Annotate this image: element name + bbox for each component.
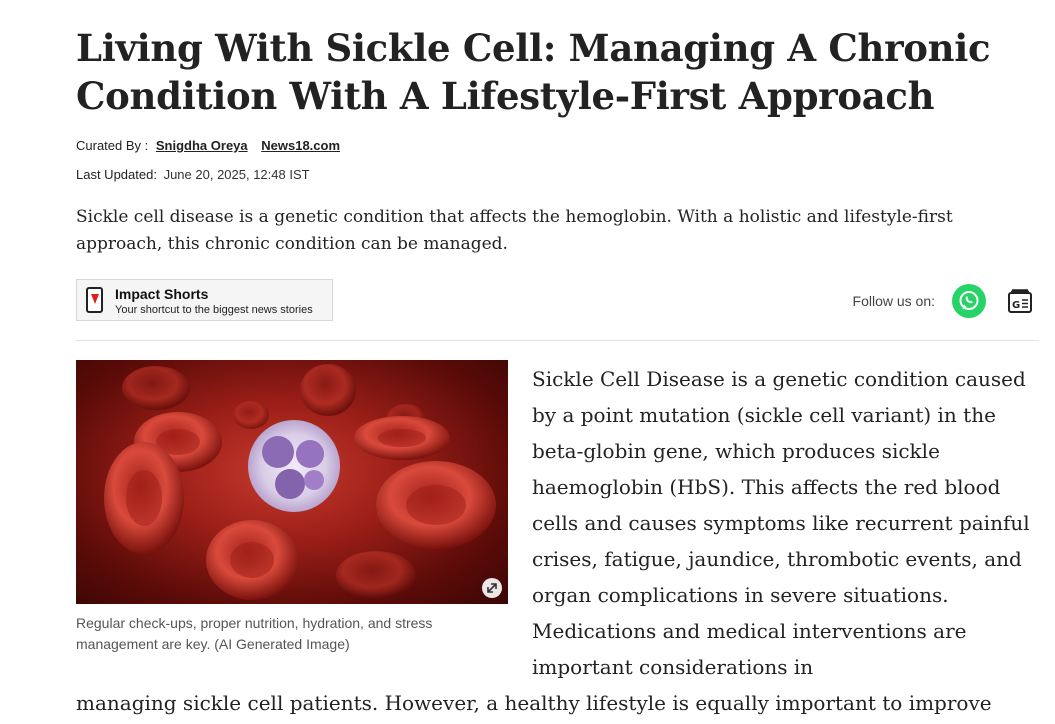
- article-image[interactable]: [76, 360, 508, 604]
- article-body-continued: managing sickle cell patients. However, a healthy lifestyle is equally important to improve: [76, 691, 992, 715]
- article-summary: Sickle cell disease is a genetic condition that affects the hemoglobin. With a holistic and lifestyle-first approach, this chronic condition can be managed.: [76, 207, 953, 254]
- section-divider: [76, 340, 1039, 341]
- byline: [76, 138, 346, 153]
- article-body-paragraph: Sickle Cell Disease is a genetic condition caused by a point mutation (sickle cell variant) in the beta-globin gene, which produces sickle haemoglobin (HbS). This affects the red blood cells and causes symptoms like recurrent painful crises, fatigue, jaundice, thrombotic events, and organ complications in severe situations. Medications and medical interventions are important considerations in: [532, 367, 1030, 679]
- impact-shorts-title: Impact Shorts: [115, 286, 209, 302]
- svg-text:G: G: [1012, 300, 1021, 311]
- article-figure: [76, 360, 508, 655]
- author-link[interactable]: Snigdha Oreya: [155, 138, 248, 153]
- source-link[interactable]: News18.com: [261, 138, 341, 153]
- expand-image-icon[interactable]: [482, 578, 502, 598]
- last-updated-value: June 20, 2025, 12:48 IST: [163, 167, 310, 182]
- last-updated: [76, 167, 310, 182]
- curated-by-label: Curated By :: [76, 138, 149, 153]
- whatsapp-icon[interactable]: [952, 284, 986, 318]
- impact-shorts-button[interactable]: [76, 279, 333, 321]
- image-caption: Regular check-ups, proper nutrition, hydration, and stress management are key. (AI Generated Image): [76, 615, 433, 652]
- impact-shorts-subtitle: Your shortcut to the biggest news stories: [115, 304, 313, 316]
- phone-bolt-icon: [86, 287, 103, 313]
- article-headline: Living With Sickle Cell: Managing A Chronic Condition With A Lifestyle-First Approach: [76, 26, 991, 118]
- google-news-icon[interactable]: [1007, 287, 1033, 315]
- last-updated-label: Last Updated:: [76, 167, 157, 182]
- follow-us-label: Follow us on:: [852, 293, 935, 309]
